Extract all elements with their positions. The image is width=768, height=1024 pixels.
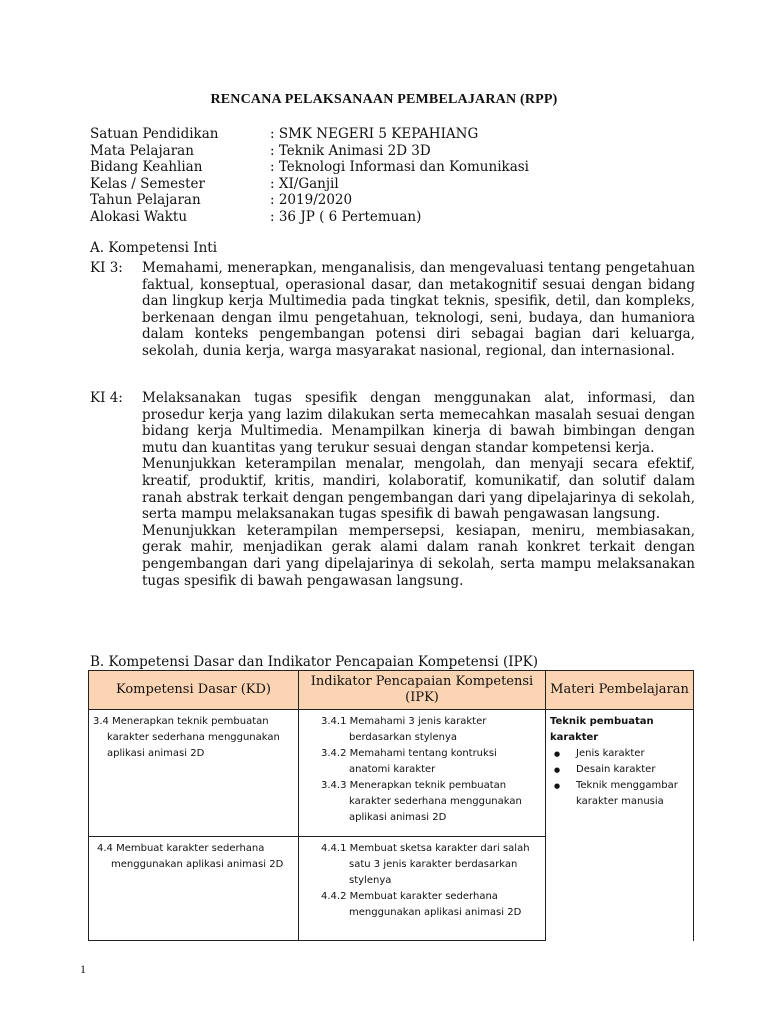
identity-label: Mata Pelajaran bbox=[90, 142, 194, 159]
identity-value: : 36 JP ( 6 Pertemuan) bbox=[270, 209, 421, 226]
identity-label: Kelas / Semester bbox=[90, 175, 205, 192]
ki4-label: KI 4: bbox=[90, 390, 123, 406]
ki4-paragraph: Menunjukkan keterampilan menalar, mengolah, dan menyaji secara efektif, kreatif, produktif, kritis, mandiri, kolaboratif, komunikatif, dan solutif dalam ranah abstrak terkait dengan pengembangan dari yang dipelajarinya di sekolah, serta mampu melaksanakan tugas spesifik di bawah pengawasan langsung. bbox=[142, 456, 695, 523]
identity-label: Satuan Pendidikan bbox=[90, 126, 219, 142]
ipk-item: 4.4.2 Membuat karakter sederhana menggunakan aplikasi animasi 2D bbox=[321, 891, 522, 918]
materi-title: Teknik pembuatan karakter bbox=[550, 716, 654, 743]
materi-item: ● Jenis karakter bbox=[572, 746, 687, 762]
ipk-cell bbox=[299, 710, 546, 837]
kd-text: 4.4 Membuat karakter sederhana menggunakan aplikasi animasi 2D bbox=[97, 843, 284, 870]
table-header-row bbox=[89, 671, 694, 710]
materi-item: ● Desain karakter bbox=[572, 762, 687, 778]
ki4-paragraph: Melaksanakan tugas spesifik dengan menggunakan alat, informasi, dan prosedur kerja yang lazim dilakukan serta memecahkan masalah sesuai dengan bidang kerja Multimedia. Menampilkan kinerja di bawah bimbingan dengan mutu dan kuantitas yang terukur sesuai dengan standar kompetensi kerja. bbox=[142, 390, 695, 456]
document-title: RENCANA PELAKSANAAN PEMBELAJARAN (RPP) bbox=[210, 92, 558, 107]
materi-list bbox=[550, 746, 687, 810]
ipk-item: 3.4.1 Memahami 3 jenis karakter berdasarkan stylenya bbox=[321, 716, 487, 743]
kd-cell bbox=[89, 837, 299, 941]
identity-row bbox=[90, 209, 690, 226]
section-b-heading: B. Kompetensi Dasar dan Indikator Pencapaian Kompetensi (IPK) bbox=[90, 654, 538, 670]
materi-item: ● Teknik menggambar karakter manusia bbox=[572, 778, 687, 810]
ki4-body bbox=[142, 390, 695, 589]
ipk-item: 3.4.3 Menerapkan teknik pembuatan karakter sederhana menggunakan aplikasi animasi 2D bbox=[321, 780, 522, 823]
ki3-label: KI 3: bbox=[90, 260, 123, 276]
identity-row bbox=[90, 159, 690, 176]
ki4-block bbox=[90, 390, 695, 589]
ki3-body bbox=[142, 260, 695, 360]
identity-label: Alokasi Waktu bbox=[90, 208, 188, 225]
ki3-block bbox=[90, 260, 695, 360]
materi-header: Materi Pembelajaran bbox=[546, 671, 694, 710]
identity-label: Bidang Keahlian bbox=[90, 159, 203, 176]
kd-cell bbox=[89, 710, 299, 837]
identity-block bbox=[90, 126, 690, 226]
identity-row bbox=[90, 192, 690, 209]
kd-text: 3.4 Menerapkan teknik pembuatan karakter sederhana menggunakan aplikasi animasi 2D bbox=[93, 716, 280, 759]
ipk-item: 4.4.1 Membuat sketsa karakter dari salah satu 3 jenis karakter berdasarkan stylenya bbox=[321, 843, 530, 886]
identity-value: : SMK NEGERI 5 KEPAHIANG bbox=[270, 126, 478, 143]
ki3-paragraph: Memahami, menerapkan, menganalisis, dan mengevaluasi tentang pengetahuan faktual, konseptual, operasional dasar, dan metakognitif sesuai dengan bidang dan lingkup kerja Multimedia pada tingkat teknis, spesifik, detil, dan kompleks, berkenaan dengan ilmu pengetahuan, teknologi, seni, budaya, dan humaniora dalam konteks pengembangan potensi diri sebagai bagian dari keluarga, sekolah, dunia kerja, warga masyarakat nasional, regional, dan internasional. bbox=[142, 260, 695, 359]
kd-ipk-table bbox=[88, 670, 694, 941]
materi-cell bbox=[546, 710, 694, 941]
table-row bbox=[89, 710, 694, 837]
ipk-cell bbox=[299, 837, 546, 941]
ipk-item: 3.4.2 Memahami tentang kontruksi anatomi karakter bbox=[321, 748, 497, 775]
identity-value: : Teknik Animasi 2D 3D bbox=[270, 143, 431, 160]
identity-row bbox=[90, 176, 690, 193]
identity-row bbox=[90, 143, 690, 160]
section-a-heading: A. Kompetensi Inti bbox=[90, 240, 218, 256]
identity-value: : XI/Ganjil bbox=[270, 176, 339, 193]
kd-header: Kompetensi Dasar (KD) bbox=[89, 671, 299, 710]
identity-row bbox=[90, 126, 690, 143]
identity-value: : 2019/2020 bbox=[270, 192, 352, 209]
identity-value: : Teknologi Informasi dan Komunikasi bbox=[270, 159, 529, 176]
identity-label: Tahun Pelajaran bbox=[90, 192, 201, 209]
page-number: 1 bbox=[80, 962, 86, 976]
ki4-paragraph: Menunjukkan keterampilan mempersepsi, kesiapan, meniru, membiasakan, gerak mahir, menjadikan gerak alami dalam ranah konkret terkait dengan pengembangan dari yang dipelajarinya di sekolah, serta mampu melaksanakan tugas spesifik di bawah pengawasan langsung. bbox=[142, 522, 695, 589]
ipk-header: Indikator Pencapaian Kompetensi (IPK) bbox=[299, 671, 546, 710]
